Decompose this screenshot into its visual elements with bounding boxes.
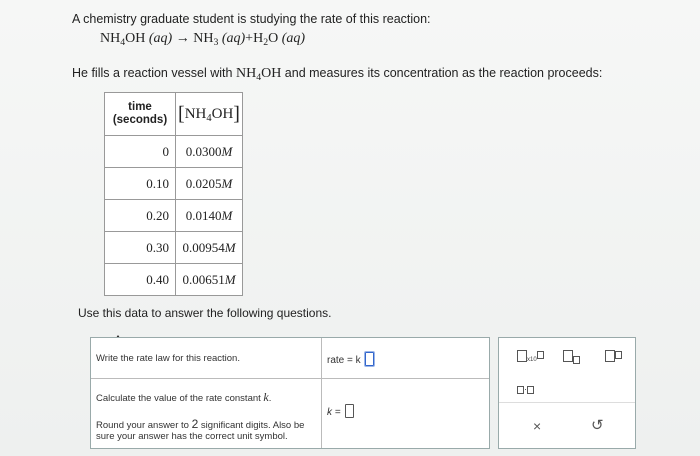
intro-text: A chemistry graduate student is studying the rate of this reaction: [72, 12, 431, 26]
table-row [105, 232, 243, 264]
procedure-text: He fills a reaction vessel with $NH_4OH$ and measures its concentration as the reaction proceeds: [72, 66, 603, 83]
concentration-cell: 0.0300M [176, 136, 243, 168]
reaction-equation: $NH_4OH$ $(aq) \to NH_3$ $(aq)+H_2O$ (aq) [100, 31, 306, 48]
question-rate-law-text: Write the rate law for this reaction. [96, 353, 240, 364]
question-row-rate-law [91, 338, 489, 379]
superscript-button[interactable] [605, 350, 622, 362]
rate-law-answer: rate = k [327, 352, 374, 366]
multiply-dot-button[interactable]: · [517, 384, 534, 394]
question-rate-constant-text: Calculate the value of the rate constant k. [96, 390, 272, 404]
time-cell: 0 [105, 136, 176, 168]
time-cell: 0.40 [105, 264, 176, 296]
clear-button[interactable]: × [533, 418, 542, 434]
concentration-table [104, 92, 243, 296]
table-header-row [105, 93, 243, 136]
time-cell: 0.30 [105, 232, 176, 264]
rate-constant-answer: k = [327, 404, 354, 418]
concentration-cell: 0.0140M [176, 200, 243, 232]
concentration-cell: 0.00651M [176, 264, 243, 296]
question-panel [90, 337, 490, 449]
rounding-instruction: Round your answer to 2 significant digits. Also be [96, 417, 305, 431]
rate-law-input[interactable] [365, 352, 374, 366]
scientific-notation-button[interactable]: x10 [517, 350, 544, 363]
undo-icon[interactable]: ↺ [591, 417, 604, 434]
reaction-arrow: → [175, 31, 190, 46]
concentration-cell: 0.0205M [176, 168, 243, 200]
question-row-rate-constant [91, 379, 489, 448]
table-row [105, 264, 243, 296]
table-row [105, 168, 243, 200]
time-cell: 0.10 [105, 168, 176, 200]
subscript-button[interactable] [563, 350, 580, 364]
time-column-header: time (seconds) [105, 93, 176, 136]
concentration-cell: 0.00954M [176, 232, 243, 264]
concentration-column-header: $[NH_4OH]$ [176, 93, 243, 136]
instruction-text: Use this data to answer the following questions. [78, 306, 332, 320]
rate-constant-input[interactable] [345, 404, 354, 418]
table-row [105, 136, 243, 168]
math-toolbar [498, 337, 636, 449]
table-row [105, 200, 243, 232]
time-cell: 0.20 [105, 200, 176, 232]
unit-instruction: sure your answer has the correct unit symbol. [96, 431, 288, 442]
